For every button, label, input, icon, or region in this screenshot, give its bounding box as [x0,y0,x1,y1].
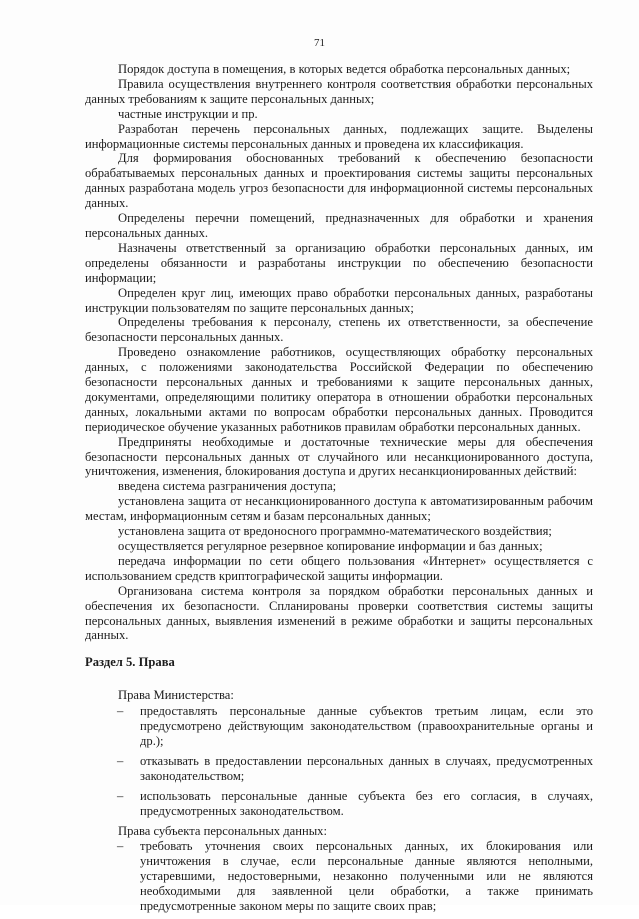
paragraph: Для формирования обоснованных требований к обеспечению безопасности обрабатываемых персональных данных и проектирования системы защиты персональных данных разработана модель угроз безопасности для информационной системы персональных данных. [85,151,593,211]
paragraph: Организована система контроля за порядком обработки персональных данных и обеспечения их безопасности. Спланированы проверки соответствия системы защиты персональных данных, выявления изменений в режиме обработки и защиты персональных данных. [85,583,593,643]
paragraph: Разработан перечень персональных данных, подлежащих защите. Выделены информационные системы персональных данных и проведена их классификация. [85,121,593,151]
paragraph: Определен круг лиц, имеющих право обработки персональных данных, разработаны инструкции пользователям по защите персональных данных; [85,285,593,315]
paragraph: Определены требования к персоналу, степень их ответственности, за обеспечение безопасности персональных данных. [85,315,593,345]
paragraph: Определены перечни помещений, предназначенных для обработки и хранения персональных данных. [85,211,593,240]
paragraph: частные инструкции и пр. [118,106,258,121]
paragraph: введена система разграничения доступа; [118,479,337,494]
paragraph: установлена защита от несанкционированного доступа к автоматизированным рабочим местам, информационным сетям и базам персональных данных; [85,494,593,524]
paragraph: Предприняты необходимые и достаточные технические меры для обеспечения безопасности персональных данных от случайного или несанкционированного доступа, уничтожения, изменения, блокирования доступа и других несанкционированных действий: [85,434,593,479]
paragraph: Правила осуществления внутреннего контроля соответствия обработки персональных данных требованиям к защите персональных данных; [85,76,593,106]
page-number: 71 [314,37,325,49]
paragraph: Проведено ознакомление работников, осуществляющих обработку персональных данных, с положениями законодательства Российской Федерации по обеспечению безопасности персональных данных и требованиями к защите персональных данных, документами, определяющими политику оператора в отношении обработки персональных данных, локальными актами по вопросам обработки персональных данных. Проводится периодическое обучение указанных работников правилам обработки персональных данных. [85,345,593,434]
paragraph: осуществляется регулярное резервное копирование информации и баз данных; [118,539,543,553]
subject-rights-intro: Права субъекта персональных данных: [118,823,327,838]
paragraph: установлена защита от вредоносного программно-математического воздействия; [118,524,552,539]
paragraph: Порядок доступа в помещения, в которых ведется обработка персональных данных; [118,62,571,76]
paragraph: Назначены ответственный за организацию обработки персональных данных, им определены обязанности и разработаны инструкции по обеспечению безопасности информации; [85,240,593,285]
list-item: – требовать уточнения своих персональных данных, их блокирования или уничтожения в случае, если персональные данные являются неполными, устаревшими, недостоверными, незаконно полученными или не являются необходимыми для заявленной цели обработки, а также принимать предусмотренные законом меры по защите своих прав; [85,839,593,914]
list-item: – предоставлять персональные данные субъектов третьим лицам, если это предусмотрено действующим законодательством (правоохранительные органы и др.); [85,704,593,749]
section-heading: Раздел 5. Права [85,655,175,670]
paragraph: передача информации по сети общего пользования «Интернет» осуществляется с использованием средств криптографической защиты информации. [85,553,593,583]
list-item: – отказывать в предоставлении персональных данных в случаях, предусмотренных законодательством; [85,754,593,784]
ministry-rights-intro: Права Министерства: [118,688,234,703]
document-body [85,62,593,919]
subject-rights-list [85,839,593,914]
list-item: – использовать персональные данные субъекта без его согласия, в случаях, предусмотренных законодательством. [85,789,593,819]
ministry-rights-list [85,704,593,818]
